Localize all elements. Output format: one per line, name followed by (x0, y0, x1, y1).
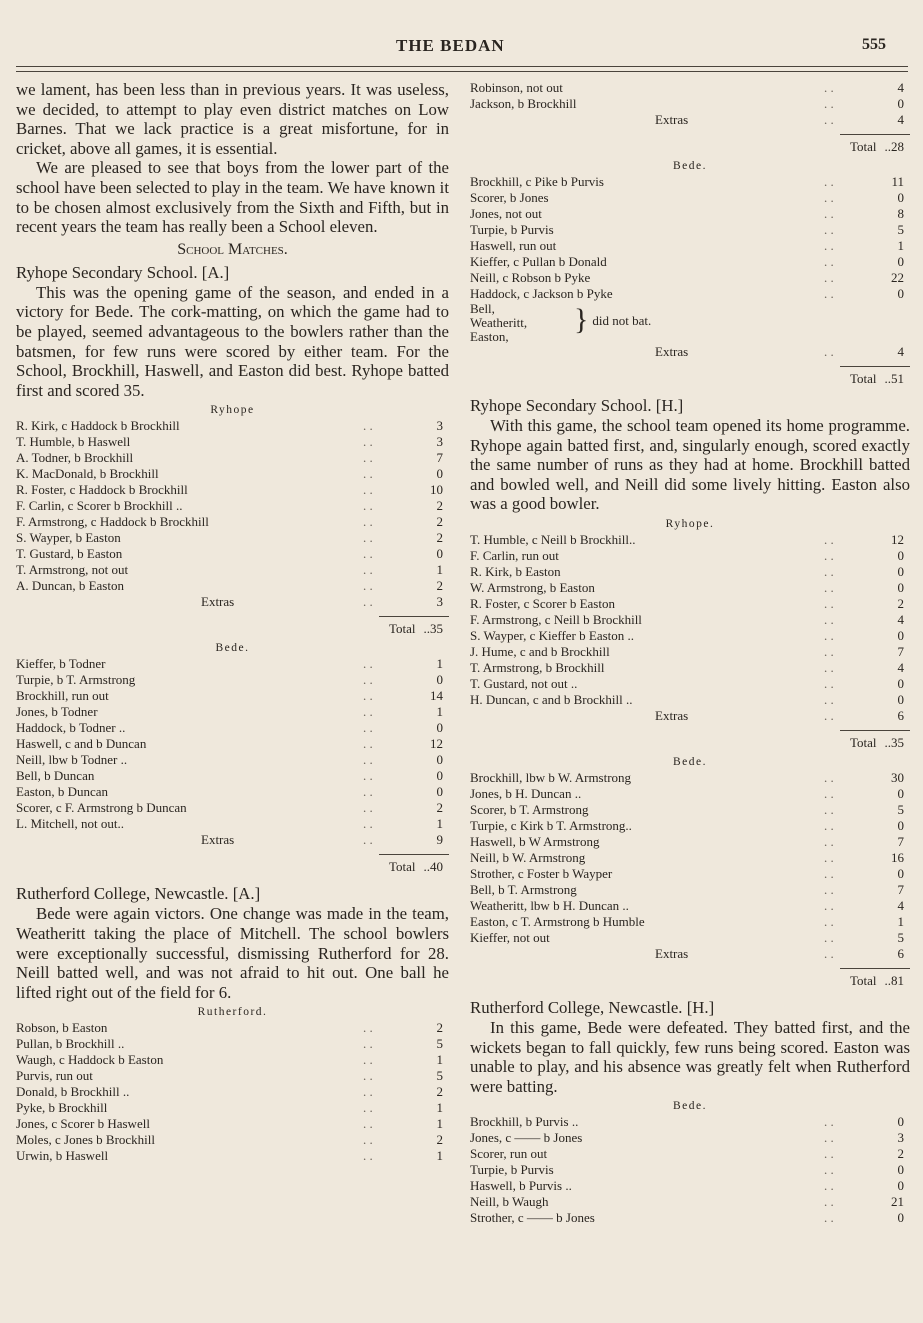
extras-row: Extras . . 6 (655, 945, 904, 961)
scorecard-row: J. Hume, c and b Brockhill . . 7 (470, 643, 904, 659)
match-heading: Rutherford College, Newcastle. [H.] (470, 997, 715, 1017)
total-row: Total .. 40 (388, 859, 443, 875)
scorecard-continued (470, 80, 910, 112)
scorecard (16, 418, 449, 638)
scorecard-row: Scorer, b Jones . . 0 (470, 190, 904, 205)
scorecard-row: Waugh, c Haddock b Easton . . 1 (16, 1052, 443, 1068)
extras-row: Extras . . 3 (201, 594, 443, 610)
scorecard-row: F. Carlin, c Scorer b Brockhill .. . . 2 (16, 498, 443, 514)
scorecard-row: Haddock, b Todner .. . . 0 (16, 720, 443, 736)
scorecard-row: W. Armstrong, b Easton . . 0 (470, 579, 904, 595)
scorecard-row: Kieffer, c Pullan b Donald . . 0 (470, 254, 904, 269)
total-rule (840, 730, 910, 731)
team-title: Bede. (672, 160, 707, 172)
scorecard-row: F. Carlin, run out . . 0 (470, 547, 904, 563)
scorecard-row: Scorer, b T. Armstrong . . 5 (470, 801, 904, 817)
scorecard-row: Brockhill, b Purvis .. . . 0 (470, 1114, 904, 1130)
scorecard-row: Pullan, b Brockhill .. . . 5 (16, 1036, 443, 1052)
total-row: Total .. 35 (849, 734, 904, 750)
scorecard-row: Turpie, c Kirk b T. Armstrong.. . . 0 (470, 817, 904, 833)
team-title: Ryhope (210, 404, 255, 417)
intro-paragraph: We are pleased to see that boys from the lower part of the school have been selected to play in the team. We have known it to be chosen almost exclusively from the Sixth and Fifth, but in recent years the team has really been a School eleven. (16, 158, 449, 237)
scorecard-row: T. Armstrong, b Brockhill . . 4 (470, 659, 904, 675)
scorecard-row: S. Wayper, c Kieffer b Easton .. . . 0 (470, 627, 904, 643)
scorecard-row: Purvis, run out . . 5 (16, 1068, 443, 1084)
total-row: Total .. 35 (388, 621, 443, 637)
scorecard (470, 1114, 910, 1226)
page-header (0, 32, 923, 62)
scorecard-row: Easton, c T. Armstrong b Humble . . 1 (470, 913, 904, 929)
scorecard-row: Strother, c Foster b Wayper . . 0 (470, 865, 904, 881)
scorecard-row: T. Humble, b Haswell . . 3 (16, 434, 443, 450)
scorecard-row: K. MacDonald, b Brockhill . . 0 (16, 466, 443, 482)
scorecard-row: Jackson, b Brockhill . . 0 (470, 96, 904, 111)
match-heading: Rutherford College, Newcastle. [A.] (16, 884, 261, 904)
team-title: Bede. (215, 642, 250, 655)
scorecard-row: Scorer, c F. Armstrong b Duncan . . 2 (16, 800, 443, 816)
scorecard-row: A. Todner, b Brockhill . . 7 (16, 450, 443, 466)
team-title: Bede. (672, 1100, 707, 1113)
scorecard-row: Jones, c Scorer b Haswell . . 1 (16, 1116, 443, 1132)
scorecard-row: Bell, b T. Armstrong . . 7 (470, 881, 904, 897)
scorecard-row: T. Gustard, b Easton . . 0 (16, 546, 443, 562)
scorecard-row: Kieffer, not out . . 5 (470, 929, 904, 945)
header-rule (16, 66, 908, 67)
scorecard-row: Haswell, b Purvis .. . . 0 (470, 1178, 904, 1194)
total-rule (840, 366, 910, 367)
total-row: Total .. 81 (849, 972, 904, 988)
total-row: Total .. 51 (849, 371, 904, 386)
scorecard-row: A. Duncan, b Easton . . 2 (16, 578, 443, 594)
did-not-bat: Bell, Weatheritt, Easton, } did not bat. (470, 301, 652, 344)
team-title: Rutherford. (197, 1006, 268, 1019)
team-title: Bede. (672, 755, 707, 768)
scorecard-row: Jones, c —— b Jones . . 3 (470, 1130, 904, 1146)
right-column (470, 80, 910, 1226)
scorecard-row: T. Armstrong, not out . . 1 (16, 562, 443, 578)
scorecard-row: R. Kirk, b Easton . . 0 (470, 563, 904, 579)
scorecard-row: Jones, not out . . 8 (470, 206, 904, 221)
extras-row: Extras . . 6 (655, 707, 904, 723)
scorecard-row: Neill, b W. Armstrong . . 16 (470, 849, 904, 865)
scorecard (470, 770, 910, 990)
scorecard-row: F. Armstrong, c Neill b Brockhill . . 4 (470, 611, 904, 627)
scorecard-row: H. Duncan, c and b Brockhill .. . . 0 (470, 691, 904, 707)
match-heading: Ryhope Secondary School. [H.] (470, 396, 684, 415)
total-rule (379, 616, 449, 617)
team-title: Ryhope. (665, 517, 715, 530)
scorecard-row: L. Mitchell, not out.. . . 1 (16, 816, 443, 832)
header-rule-thin (16, 71, 908, 72)
scorecard-row: T. Humble, c Neill b Brockhill.. . . 12 (470, 531, 904, 547)
scorecard-row: Brockhill, lbw b W. Armstrong . . 30 (470, 769, 904, 785)
scorecard-row: Donald, b Brockhill .. . . 2 (16, 1084, 443, 1100)
scorecard-row: Turpie, b Purvis . . 0 (470, 1162, 904, 1178)
scorecard-row: Moles, c Jones b Brockhill . . 2 (16, 1132, 443, 1148)
scorecard-row: Strother, c —— b Jones . . 0 (470, 1210, 904, 1226)
match-report: Bede were again victors. One change was made in the team, Weatheritt taking the place of Mitchell. The school bowlers were exceptionally successful, dismissing Rutherford for 28. Neill batted well, and was not afraid to hit out. One ball he lifted right out of the field for 6. (16, 904, 449, 1002)
scorecard-row: Brockhill, run out . . 14 (16, 688, 443, 704)
section-heading: School Matches. (177, 240, 288, 258)
scorecard-row: Bell, b Duncan . . 0 (16, 768, 443, 784)
scorecard-row: Neill, lbw b Todner .. . . 0 (16, 752, 443, 768)
scorecard-row: Robinson, not out . . 4 (470, 80, 904, 95)
total-rule (379, 854, 449, 855)
scorecard-row: F. Armstrong, c Haddock b Brockhill . . 2 (16, 514, 443, 530)
intro-paragraph: we lament, has been less than in previous years. It was useless, we decided, to attempt to play even district matches on Low Barnes. That we lack practice is a great misfortune, for in cricket, above all games, it is essential. (16, 80, 449, 158)
scorecard-row: Neill, c Robson b Pyke . . 22 (470, 270, 904, 285)
left-column (16, 80, 449, 1164)
scorecard-row: Haswell, b W Armstrong . . 7 (470, 833, 904, 849)
match-heading: Ryhope Secondary School. [A.] (16, 262, 230, 282)
scorecard-row: R. Foster, c Scorer b Easton . . 2 (470, 595, 904, 611)
scorecard-row: Weatheritt, lbw b H. Duncan .. . . 4 (470, 897, 904, 913)
scorecard-row: Jones, b H. Duncan .. . . 0 (470, 785, 904, 801)
extras-row: Extras . . 4 (655, 344, 904, 359)
scorecard-row: Robson, b Easton . . 2 (16, 1020, 443, 1036)
scorecard-row: Haddock, c Jackson b Pyke . . 0 (470, 286, 904, 301)
scorecard-row: Urwin, b Haswell . . 1 (16, 1148, 443, 1164)
total-rule (840, 134, 910, 135)
scorecard-row: R. Kirk, c Haddock b Brockhill . . 3 (16, 418, 443, 434)
running-title: THE BEDAN (396, 36, 505, 55)
scorecard (470, 174, 910, 302)
scorecard-row: Turpie, b Purvis . . 5 (470, 222, 904, 237)
scorecard-row: Turpie, b T. Armstrong . . 0 (16, 672, 443, 688)
scorecard-row: Neill, b Waugh . . 21 (470, 1194, 904, 1210)
extras-row: Extras . . 9 (201, 832, 443, 848)
scorecard-row: T. Gustard, not out .. . . 0 (470, 675, 904, 691)
scorecard-row: Easton, b Duncan . . 0 (16, 784, 443, 800)
brace-glyph: } (574, 303, 589, 336)
scorecard-row: Haswell, run out . . 1 (470, 238, 904, 253)
scorecard-row: S. Wayper, b Easton . . 2 (16, 530, 443, 546)
scorecard-row: Pyke, b Brockhill . . 1 (16, 1100, 443, 1116)
scorecard-row: Scorer, run out . . 2 (470, 1146, 904, 1162)
scorecard-row: Jones, b Todner . . 1 (16, 704, 443, 720)
match-report: This was the opening game of the season, and ended in a victory for Bede. The cork-matting, on which the game had to be played, seemed advantageous to the bowlers rather than the batsmen, for few runs were scored by either team. For the School, Brockhill, Haswell, and Easton did best. Ryhope batted first and scored 35. (16, 282, 449, 400)
match-report: With this game, the school team opened its home programme. Ryhope again batted first, and, singularly enough, scored exactly the same number of runs as they had at home. Brockhill batted and bowled well, and Neill did some lively hitting. Easton also was a good bowler. (470, 416, 910, 514)
scorecard-row: R. Foster, c Haddock b Brockhill . . 10 (16, 482, 443, 498)
match-report: In this game, Bede were defeated. They batted first, and the wickets began to fall quickly, few runs being scored. Easton was unable to play, and his absence was greatly felt when Rutherford were batting. (470, 1017, 910, 1096)
total-rule (840, 968, 910, 969)
scorecard-row: Haswell, c and b Duncan . . 12 (16, 736, 443, 752)
extras-row: Extras . . 4 (655, 112, 904, 127)
scorecard-row: Brockhill, c Pike b Purvis . . 11 (470, 174, 904, 189)
scorecard (16, 1020, 449, 1164)
scorecard-row: Kieffer, b Todner . . 1 (16, 656, 443, 672)
total-row: Total .. 28 (849, 139, 904, 154)
scorecard (470, 532, 910, 752)
scorecard (16, 656, 449, 876)
page-number: 555 (862, 36, 886, 53)
